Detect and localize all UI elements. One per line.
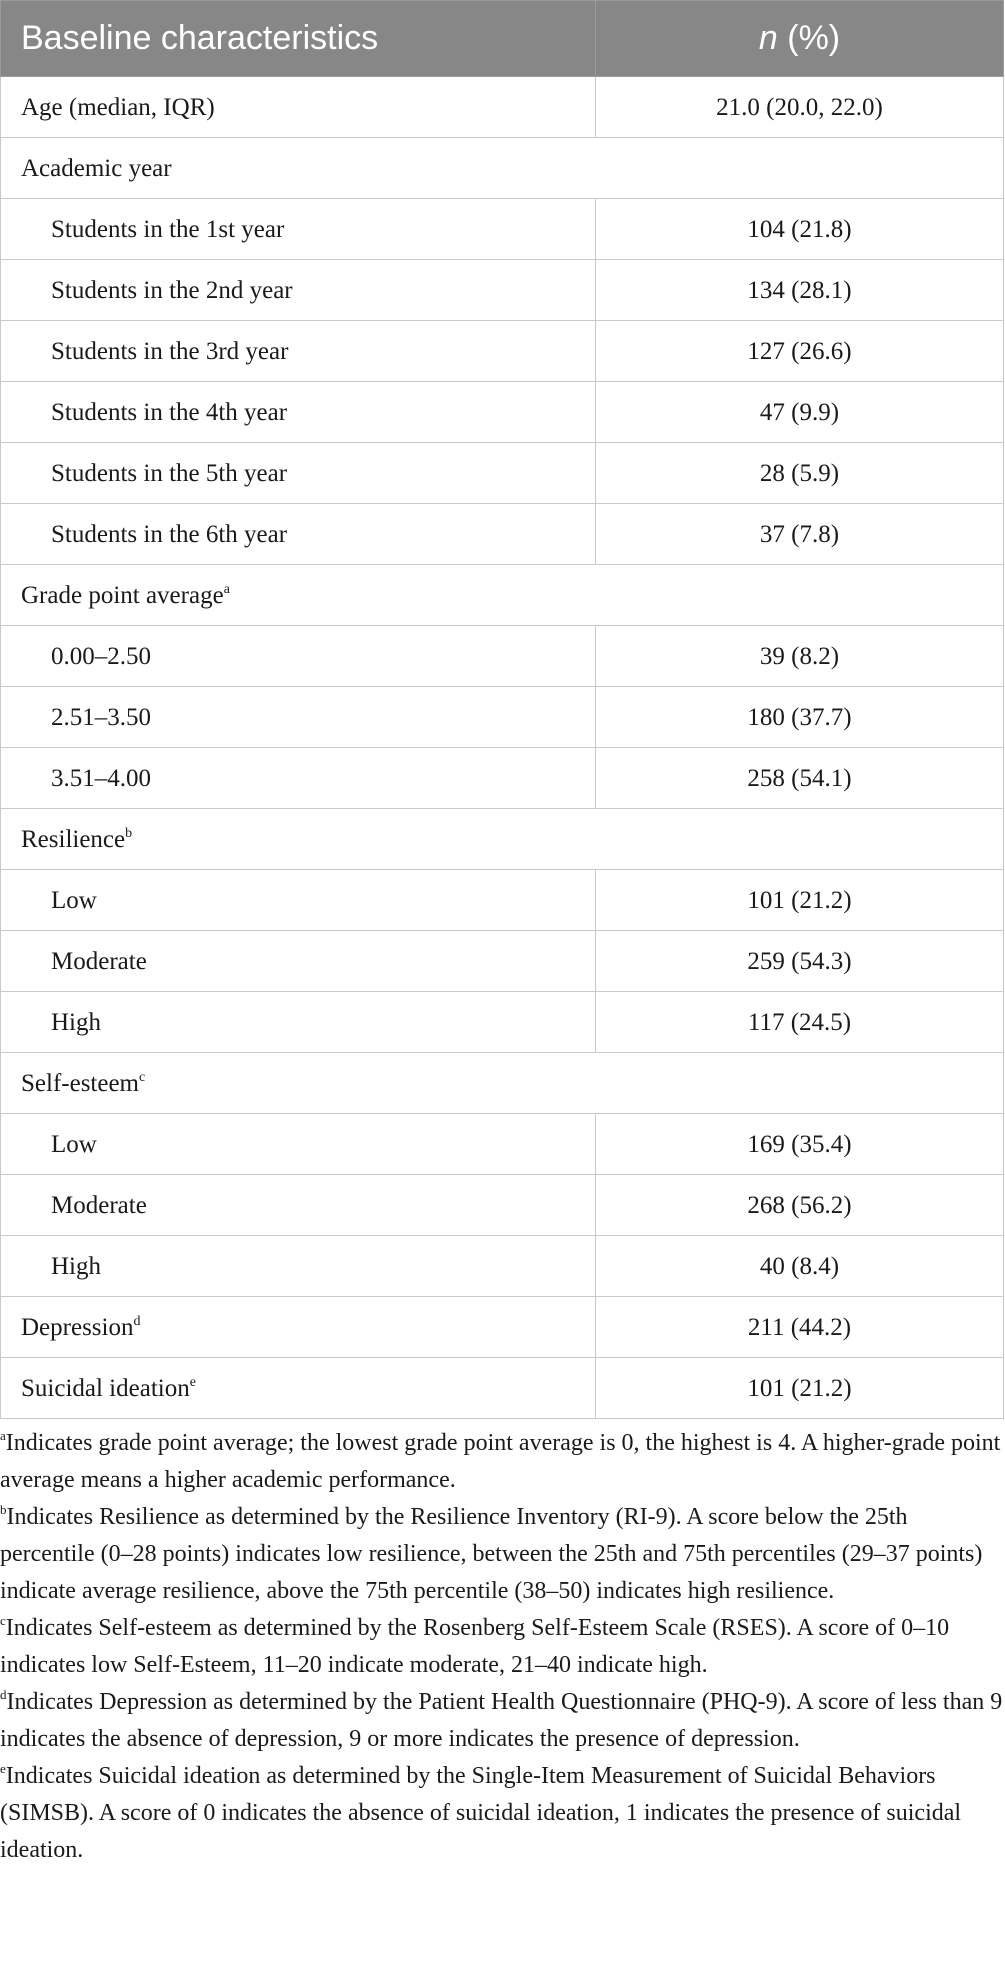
- table-row: [1, 687, 1004, 748]
- row-value: 104 (21.8): [596, 199, 1004, 260]
- row-value: 28 (5.9): [596, 443, 1004, 504]
- footnote-text: Indicates Suicidal ideation as determined by the Single-Item Measurement of Suicidal Behaviors (SIMSB). A score of 0 indicates the absence of suicidal ideation, 1 indicates the presence of suicidal ideation.: [0, 1763, 962, 1863]
- footnote-marker: e: [189, 1374, 196, 1390]
- row-value: 169 (35.4): [596, 1114, 1004, 1175]
- table-section-row: [1, 1053, 1004, 1114]
- table-row: [1, 1175, 1004, 1236]
- header-percent-text: (%): [777, 19, 841, 57]
- row-value: 47 (9.9): [596, 382, 1004, 443]
- header-n-percent: [596, 1, 1004, 77]
- row-label-text: 2.51–3.50: [51, 703, 151, 731]
- table-row: [1, 1236, 1004, 1297]
- table-section-row: [1, 138, 1004, 199]
- row-value: 37 (7.8): [596, 504, 1004, 565]
- table-row: [1, 382, 1004, 443]
- footnote-a: [0, 1425, 1003, 1499]
- row-label-text: Students in the 6th year: [51, 520, 288, 548]
- footnote-b: [0, 1499, 1003, 1610]
- footnote-mark: c: [0, 1613, 6, 1628]
- row-label-text: 3.51–4.00: [51, 764, 151, 792]
- row-label: [1, 443, 596, 504]
- table-header-row: [1, 1, 1004, 77]
- row-value: 101 (21.2): [596, 1358, 1004, 1419]
- table-row: [1, 443, 1004, 504]
- footnote-marker: d: [133, 1313, 141, 1329]
- footnote-marker: b: [125, 825, 133, 841]
- footnote-marker: c: [139, 1069, 146, 1085]
- header-baseline-characteristics: Baseline characteristics: [1, 1, 596, 77]
- table-row: [1, 77, 1004, 138]
- row-label-text: High: [51, 1008, 101, 1036]
- row-value: 134 (28.1): [596, 260, 1004, 321]
- section-label-text: Self-esteem: [21, 1069, 140, 1097]
- section-label: [1, 1053, 1004, 1114]
- row-label: [1, 199, 596, 260]
- row-label: [1, 321, 596, 382]
- footnote-e: [0, 1758, 1003, 1869]
- row-label-text: Suicidal ideation: [21, 1374, 190, 1402]
- table-section-row: [1, 565, 1004, 626]
- row-label: [1, 992, 596, 1053]
- row-value: 211 (44.2): [596, 1297, 1004, 1358]
- footnote-c: [0, 1610, 1003, 1684]
- row-label: [1, 1114, 596, 1175]
- row-label: [1, 870, 596, 931]
- footnote-text: Indicates Self-esteem as determined by the Rosenberg Self-Esteem Scale (RSES). A score of 0–10 indicates low Self-Esteem, 11–20 indicate moderate, 21–40 indicate high.: [0, 1615, 950, 1678]
- row-label-text: Age (median, IQR): [21, 93, 215, 121]
- table-row: [1, 504, 1004, 565]
- table-row: [1, 260, 1004, 321]
- footnote-d: [0, 1684, 1003, 1758]
- row-label: [1, 1236, 596, 1297]
- table-row: [1, 626, 1004, 687]
- row-value: 268 (56.2): [596, 1175, 1004, 1236]
- row-label: [1, 1297, 596, 1358]
- row-value: 101 (21.2): [596, 870, 1004, 931]
- table-row: [1, 1358, 1004, 1419]
- row-value: 21.0 (20.0, 22.0): [596, 77, 1004, 138]
- table-row: [1, 870, 1004, 931]
- row-label-text: Students in the 4th year: [51, 398, 288, 426]
- table-footnotes: [0, 1419, 1003, 1869]
- table-row: [1, 748, 1004, 809]
- footnote-mark: d: [0, 1687, 7, 1702]
- row-label-text: Students in the 5th year: [51, 459, 288, 487]
- table-row: [1, 199, 1004, 260]
- row-label: [1, 260, 596, 321]
- section-label-text: Academic year: [21, 154, 172, 182]
- table-row: [1, 321, 1004, 382]
- footnote-marker: a: [223, 581, 230, 597]
- row-value: 117 (24.5): [596, 992, 1004, 1053]
- row-label: [1, 931, 596, 992]
- footnote-text: Indicates Depression as determined by the Patient Health Questionnaire (PHQ-9). A score of less than 9 indicates the absence of depression, 9 or more indicates the presence of depression.: [0, 1689, 1003, 1752]
- section-label-text: Grade point average: [21, 581, 224, 609]
- footnote-mark: b: [0, 1502, 7, 1517]
- table-row: [1, 1297, 1004, 1358]
- row-label-text: 0.00–2.50: [51, 642, 151, 670]
- section-label: [1, 809, 1004, 870]
- footnote-text: Indicates Resilience as determined by the Resilience Inventory (RI-9). A score below the 25th percentile (0–28 points) indicates low resilience, between the 25th and 75th percentiles (29–37 points) indicate average resilience, above the 75th percentile (38–50) indicates high resilience.: [0, 1504, 983, 1604]
- row-value: 127 (26.6): [596, 321, 1004, 382]
- row-label-text: Depression: [21, 1313, 134, 1341]
- row-label: [1, 504, 596, 565]
- row-label-text: Low: [51, 1130, 97, 1158]
- table-row: [1, 1114, 1004, 1175]
- section-label-text: Resilience: [21, 825, 126, 853]
- header-n-symbol: n: [758, 19, 778, 57]
- row-label: [1, 1175, 596, 1236]
- row-value: 40 (8.4): [596, 1236, 1004, 1297]
- row-label-text: Moderate: [51, 947, 147, 975]
- row-label-text: Students in the 3rd year: [51, 337, 289, 365]
- row-label: [1, 77, 596, 138]
- row-label-text: Low: [51, 886, 97, 914]
- row-label: [1, 748, 596, 809]
- row-label-text: High: [51, 1252, 101, 1280]
- row-label-text: Moderate: [51, 1191, 147, 1219]
- section-label: [1, 138, 1004, 199]
- row-value: 39 (8.2): [596, 626, 1004, 687]
- row-value: 258 (54.1): [596, 748, 1004, 809]
- row-value: 259 (54.3): [596, 931, 1004, 992]
- footnote-mark: a: [0, 1428, 6, 1443]
- table-row: [1, 931, 1004, 992]
- row-label-text: Students in the 2nd year: [51, 276, 293, 304]
- row-label: [1, 626, 596, 687]
- row-label: [1, 687, 596, 748]
- row-value: 180 (37.7): [596, 687, 1004, 748]
- table-section-row: [1, 809, 1004, 870]
- footnote-text: Indicates grade point average; the lowest grade point average is 0, the highest is 4. A higher-grade point average means a higher academic performance.: [0, 1430, 1001, 1493]
- footnote-mark: e: [0, 1761, 6, 1776]
- section-label: [1, 565, 1004, 626]
- row-label-text: Students in the 1st year: [51, 215, 285, 243]
- table-row: [1, 992, 1004, 1053]
- row-label: [1, 382, 596, 443]
- row-label: [1, 1358, 596, 1419]
